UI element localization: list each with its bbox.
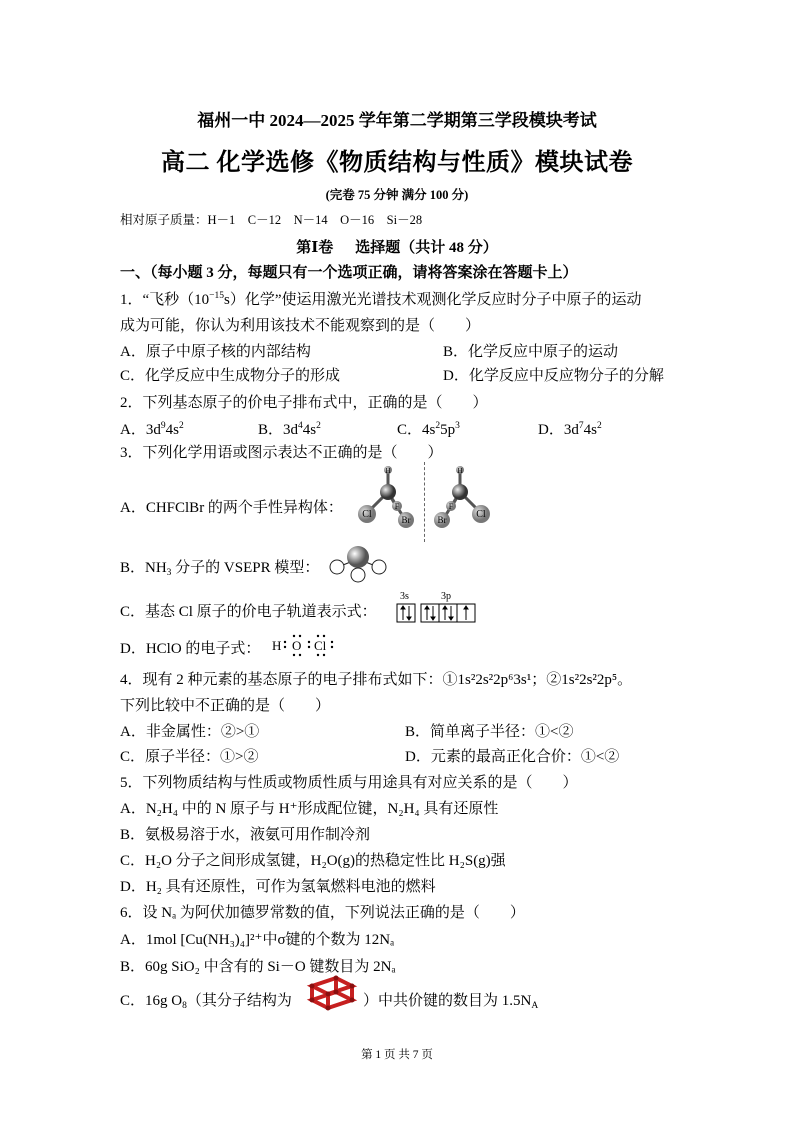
mirror-divider xyxy=(424,462,425,542)
q6-option-b: B．60g SiO₂ 中含有的 Si－O 键数目为 2Nₐ xyxy=(120,959,396,975)
ed-o: O xyxy=(292,638,302,653)
exam-subtitle: 高二 化学选修《物质结构与性质》模块试卷 xyxy=(161,150,633,176)
ed-cl: Cl xyxy=(314,638,327,653)
q4-stem-line2: 下列比较中不正确的是（ ） xyxy=(120,698,331,714)
section-heading xyxy=(0,236,794,257)
orbital-diagram xyxy=(394,590,486,624)
q2-option-c: C．$4s^25p^3$ xyxy=(397,421,460,438)
q1-option-d: D．化学反应中反应物分子的分解 xyxy=(443,368,664,384)
q4-option-c: C．原子半径：①>② xyxy=(120,749,259,765)
q3-option-a: A．CHFClBr 的两个手性异构体： xyxy=(120,500,343,516)
q1-option-a: A．原子中原子核的内部结构 xyxy=(120,344,311,360)
q2-stem: 2．下列基态原子的价电子排布式中，正确的是（ ） xyxy=(120,395,488,411)
right-br-label: Br xyxy=(437,515,447,525)
chiral-isomers-figure xyxy=(352,462,492,542)
section-instruction: 一、（每小题 3 分，每题只有一个选项正确，请将答案涂在答题卡上） xyxy=(120,265,578,281)
atomic-masses: 相对原子质量：H－1 C－12 N－14 O－16 Si－28 xyxy=(120,213,423,227)
q6-option-c-part2: ）中共价键的数目为 $1.5N_A$ xyxy=(363,993,539,1011)
right-f-label: F xyxy=(448,502,454,511)
q4-option-d: D．元素的最高正化合价：①<② xyxy=(405,749,620,765)
right-cl-label: Cl xyxy=(476,509,486,520)
q1-stem-line2: 成为可能，你认为利用该技术不能观察到的是（ ） xyxy=(120,318,481,334)
q6-option-a: A．1mol [Cu(NH₃)₄]²⁺中σ键的个数为 12Nₐ xyxy=(120,932,395,948)
q2-option-b: B．$3d^44s^2$ xyxy=(258,421,321,438)
section-title: 选择题（共计 48 分） xyxy=(355,240,498,256)
q5-option-a: A．N₂H₄ 中的 N 原子与 H⁺形成配位键，N₂H₄ 具有还原性 xyxy=(120,801,499,817)
electron-dot-formula xyxy=(270,632,340,658)
o8-structure-figure xyxy=(302,972,360,1012)
orbital-3p-label: 3p xyxy=(441,591,451,602)
exam-title: 福州一中 2024—2025 学年第二学期第三学段模块考试 xyxy=(197,111,597,130)
orbital-3s-label: 3s xyxy=(400,591,409,602)
q3-option-d: D．HClO 的电子式： xyxy=(120,641,261,657)
left-f-label: F xyxy=(394,502,400,511)
left-br-label: Br xyxy=(401,515,411,525)
q5-option-d: D．H₂ 具有还原性，可作为氢氧燃料电池的燃料 xyxy=(120,879,436,895)
q2-option-d: D．$3d^74s^2$ xyxy=(538,421,602,438)
q5-option-b: B．氨极易溶于水，液氨可用作制冷剂 xyxy=(120,827,371,843)
right-h-label: H xyxy=(457,467,463,475)
q5-option-c: C．H₂O 分子之间形成氢键，H₂O(g)的热稳定性比 H₂S(g)强 xyxy=(120,853,506,869)
left-cl-label: Cl xyxy=(362,509,372,520)
exam-duration: (完卷 75 分钟 满分 100 分) xyxy=(325,188,469,202)
q4-option-b: B．简单离子半径：①<② xyxy=(405,724,574,740)
q3-option-c: C．基态 Cl 原子的价电子轨道表示式： xyxy=(120,604,377,620)
section-part: 第Ⅰ卷 xyxy=(296,240,334,256)
q1-stem: 1．“飞秒$(10^{-15}s)$化学”使运用激光光谱技术观测化学反应时分子中原子的运动 xyxy=(120,291,642,308)
q3-option-b: B．$NH_3$ 分子的 VSEPR 模型： xyxy=(120,560,320,578)
ed-h: H xyxy=(272,638,282,653)
q3-stem: 3．下列化学用语或图示表达不正确的是（ ） xyxy=(120,445,443,461)
page-footer: 第 1 页 共 7 页 xyxy=(361,1049,433,1061)
q5-stem: 5．下列物质结构与性质或物质性质与用途具有对应关系的是（ ） xyxy=(120,775,578,791)
q2-option-a: A．$3d^94s^2$ xyxy=(120,421,184,438)
q1-option-b: B．化学反应中原子的运动 xyxy=(443,344,619,360)
q4-option-a: A．非金属性：②>① xyxy=(120,724,260,740)
left-h-label: H xyxy=(385,467,391,475)
q4-stem: 4．现有 2 种元素的基态原子的电子排布式如下：①1s²2s²2p⁶3s¹；②1s²2s²2p⁵。 xyxy=(120,672,633,688)
vsepr-model-figure xyxy=(326,545,390,583)
q6-option-c-part1: C．16g $O_8$（其分子结构为 xyxy=(120,993,292,1011)
q1-option-c: C．化学反应中生成物分子的形成 xyxy=(120,368,341,384)
q6-stem: 6．设 Nₐ 为阿伏加德罗常数的值，下列说法正确的是（ ） xyxy=(120,905,525,921)
